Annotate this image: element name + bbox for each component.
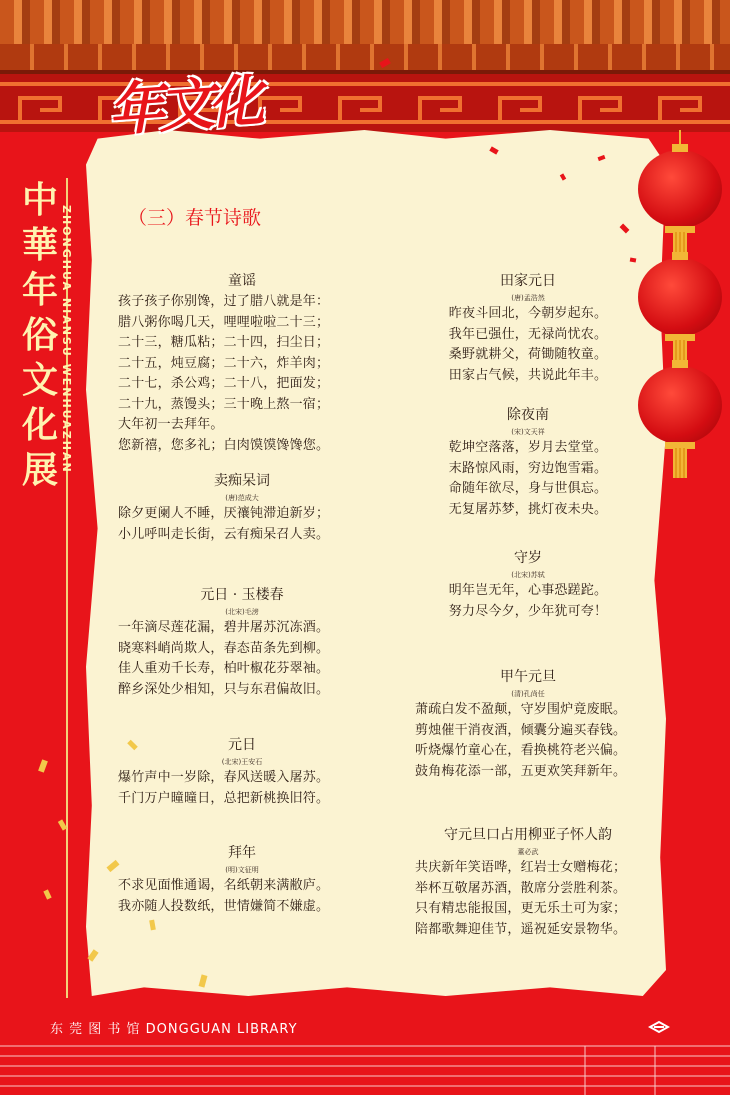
poem-line: 昨夜斗回北，今朝岁起东。 xyxy=(448,306,608,321)
poem-line: 孩子孩子你别馋，过了腊八就是年： xyxy=(118,294,330,309)
poem-line: 萧疏白发不盈颠，守岁围炉竟废眠。 xyxy=(415,702,627,717)
poem-line: 腊八粥你喝几天，哩哩啦啦二十三； xyxy=(118,314,330,330)
poem-title: 童谣 xyxy=(228,273,256,289)
poem-line: 桑野就耕父，荷锄随牧童。 xyxy=(448,347,608,362)
poem-line: 一年滴尽莲花漏，碧井屠苏沉冻酒。 xyxy=(118,620,330,635)
gold-confetti-icon xyxy=(38,759,48,772)
poem-block xyxy=(415,666,641,782)
poem-line: 醉乡深处少相知，只与东君偏故旧。 xyxy=(118,681,330,697)
poem-line: 我年已强仕，无禄尚忧农。 xyxy=(448,326,608,342)
lantern-tassel xyxy=(673,448,687,478)
poem-author: (宋)文天祥 xyxy=(511,428,545,436)
poem-line: 大年初一去拜年。 xyxy=(118,417,224,432)
lantern-icon xyxy=(638,258,722,336)
poem-line: 无复屠苏梦，挑灯夜未央。 xyxy=(448,501,608,517)
poem-author: (明)文征明 xyxy=(225,866,259,874)
library-logo-icon xyxy=(648,1020,670,1034)
poem-line: 末路惊风雨，穷边饱雪霜。 xyxy=(448,460,608,476)
poem-title: 元日 · 玉楼春 xyxy=(200,587,284,603)
gold-confetti-icon xyxy=(43,889,51,899)
poem-line: 努力尽今夕，少年犹可夸！ xyxy=(448,603,608,619)
poem-line: 听烧爆竹童心在，看换桃符老兴偏。 xyxy=(415,743,627,758)
lantern-icon xyxy=(638,366,722,444)
poem-line: 剪烛催干消夜酒，倾囊分遍买春钱。 xyxy=(415,722,627,738)
poem-line: 千门万户曈曈日，总把新桃换旧符。 xyxy=(118,790,330,806)
poem-title: 拜年 xyxy=(228,845,256,861)
poem-author: (唐)范成大 xyxy=(225,494,259,502)
lantern-icon xyxy=(638,150,722,228)
poem-block xyxy=(118,584,366,700)
poem-author: (清)孔尚任 xyxy=(511,690,545,698)
poem-line: 举杯互敬屠苏酒，散席分尝胜利茶。 xyxy=(415,880,627,896)
footer-label: 东 莞 图 书 馆 DONGGUAN LIBRARY xyxy=(50,1022,298,1037)
logo: 年文化 xyxy=(106,67,261,145)
poem-title: 守元旦口占用柳亚子怀人韵 xyxy=(444,827,612,843)
poem-title: 卖痴呆词 xyxy=(214,473,270,489)
poem-line: 二十九，蒸馒头；三十晚上熬一宿； xyxy=(118,396,330,412)
poem-author: (北宋)毛滂 xyxy=(225,608,259,616)
poem-line: 不求见面惟通谒，名纸朝来满敝庐。 xyxy=(118,878,330,893)
poem-block xyxy=(415,824,641,940)
poem-block xyxy=(118,470,366,545)
poem-title: 除夜南 xyxy=(507,407,549,423)
poem-block xyxy=(118,842,366,917)
poem-author: 董必武 xyxy=(517,848,539,856)
poem-line: 爆竹声中一岁除，春风送暖入屠苏。 xyxy=(118,770,330,785)
poem-line: 您新禧，您多礼；白肉馍馍馋馋您。 xyxy=(118,437,330,453)
poem-line: 乾坤空落落，岁月去堂堂。 xyxy=(448,440,608,455)
confetti-icon xyxy=(630,258,637,263)
poem-line: 我亦随人投数纸，世情嫌简不嫌虚。 xyxy=(118,898,330,914)
poem-line: 除夕更阑人不睡，厌禳钝滞迫新岁； xyxy=(118,506,330,521)
section-title: （三）春节诗歌 xyxy=(128,207,262,229)
poem-line: 明年岂无年，心事恐蹉跎。 xyxy=(448,583,608,598)
side-title: 中華年俗文化展 xyxy=(21,179,58,491)
poem-title: 田家元日 xyxy=(500,273,556,289)
poem-block xyxy=(118,734,366,809)
poem-line: 二十五，炖豆腐；二十六，炸羊肉； xyxy=(118,355,330,371)
poem-line: 二十七，杀公鸡；二十八，把面发； xyxy=(118,376,330,391)
poem-block xyxy=(118,270,366,456)
poem-line: 共庆新年笑语哗，红岩士女赠梅花； xyxy=(415,860,627,875)
poem-block xyxy=(415,404,641,520)
poem-line: 只有精忠能报国，更无乐土可为家； xyxy=(415,901,627,916)
poem-line: 命随年欲尽，身与世俱忘。 xyxy=(448,481,608,496)
poem-line: 小儿呼叫走长街，云有痴呆召人卖。 xyxy=(118,526,330,542)
side-pinyin: ZHONGHUA NIANSU WENHUAZHAN xyxy=(60,205,73,474)
poem-author: (唐)孟浩然 xyxy=(511,294,545,302)
poem-title: 甲午元旦 xyxy=(500,669,556,685)
poem-line: 二十三，糖瓜粘；二十四，扫尘日； xyxy=(118,335,330,350)
poem-author: (北宋)苏轼 xyxy=(511,571,545,579)
poem-line: 晓寒料峭尚欺人，春态苗条先到柳。 xyxy=(118,640,330,656)
poem-block xyxy=(415,547,641,622)
poem-author: (北宋)王安石 xyxy=(221,758,263,766)
poem-line: 陪都歌舞迎佳节，遥祝延安景物华。 xyxy=(415,921,627,937)
poem-line: 佳人重劝千长寿，柏叶椒花芬翠袖。 xyxy=(118,661,330,676)
poem-block xyxy=(415,270,641,386)
poem-line: 田家占气候，共说此年丰。 xyxy=(448,367,608,383)
poem-title: 元日 xyxy=(228,737,256,753)
poem-title: 守岁 xyxy=(514,550,542,566)
poem-line: 鼓角梅花添一部，五更欢笑拜新年。 xyxy=(415,763,627,779)
